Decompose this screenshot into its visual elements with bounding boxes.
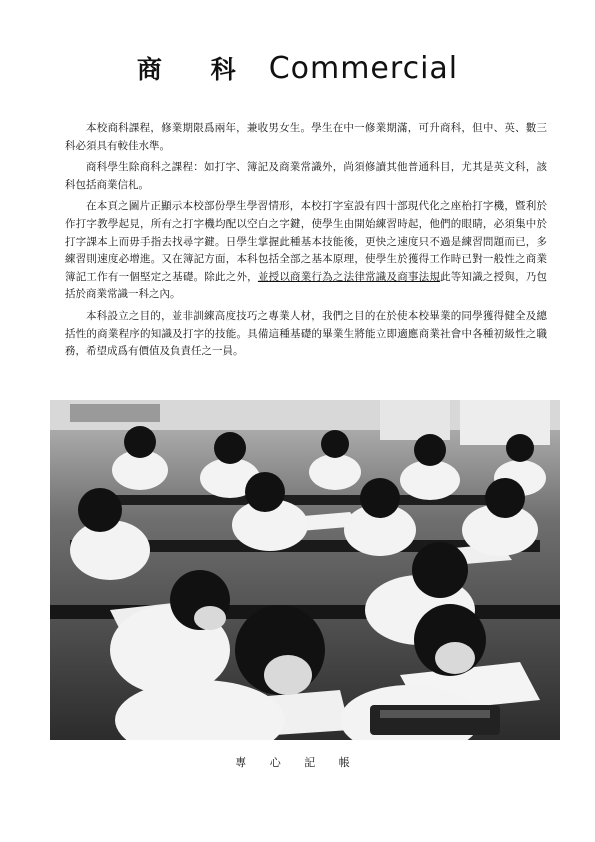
- paragraph-objective: 本科設立之目的，並非訓練高度技巧之專業人材，我們之目的在於使本校畢業的同學獲得健全及總括性的商業程序的知識及打字的技能。具備這種基礎的畢業生將能立即適應商業社會中各種初級性之職務，希望成爲有價值及負責任之一員。: [65, 309, 547, 358]
- page-title: [0, 50, 595, 86]
- underlined-law-phrase: 並授以商業行為之法律常識及商事法規: [257, 270, 441, 283]
- paragraph-typing-text: 在本頁之圖片正顯示本校部份學生學習情形，本校打字室設有四十部現代化之座枱打字機，暨利於作打字教學起見，所有之打字機均配以空白之字鍵，使學生由開始練習時起，他們的眼睛，必須集中於打字課本上而毋手指去找尋字鍵。日學生掌握此種基本技能後，更快之速度只不過是練習問題而已，多練習則速度必增進。又在簿記方面，本科包括全部之基本原理，使學生於獲得工作時已對一般性之商業簿記工作有一個堅定之基礎。除此之外，: [65, 200, 547, 283]
- paragraph-typing-bookkeeping: [65, 198, 547, 304]
- title-chinese: 商 科: [136, 55, 256, 84]
- photo-caption: 專 心 記 帳: [235, 756, 360, 769]
- paragraph-typing-tail: 此等知識之授與，乃包括於商業常識一科之內。: [65, 270, 548, 301]
- paragraph-course-duration: 本校商科課程，修業期限爲兩年，兼收男女生。學生在中一修業期滿，可升商科，但中、英、數三科必須具有較佳水準。: [65, 122, 547, 152]
- paragraph-subjects: 商科學生除商科之課程：如打字、簿記及商業常識外，尚須修讀其他普通科目，尤其是英文科，該科包括商業信札。: [65, 161, 547, 191]
- body-text: [65, 120, 547, 365]
- classroom-photo-illustration: [50, 400, 560, 740]
- classroom-photo: [50, 400, 560, 740]
- title-english: Commercial: [268, 51, 459, 86]
